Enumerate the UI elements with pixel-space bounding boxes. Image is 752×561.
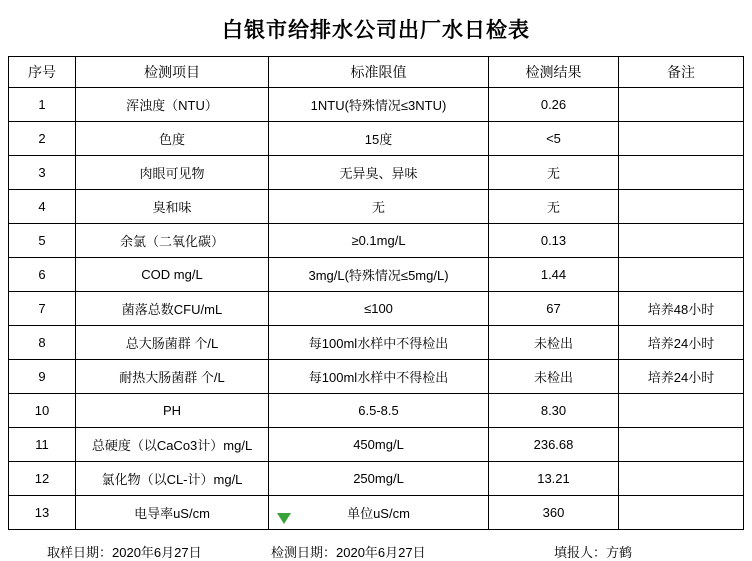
- cell-limit: 每100ml水样中不得检出: [269, 326, 489, 360]
- cell-result: 8.30: [489, 394, 619, 428]
- table-row: [9, 156, 744, 190]
- cell-item: 耐热大肠菌群 个/L: [76, 360, 269, 394]
- cell-no: 8: [9, 326, 76, 360]
- table-header: [9, 57, 744, 88]
- cell-result: 236.68: [489, 428, 619, 462]
- table-row: [9, 292, 744, 326]
- table-row: [9, 122, 744, 156]
- table-row: [9, 360, 744, 394]
- cell-item: 色度: [76, 122, 269, 156]
- page-title: 白银市给排水公司出厂水日检表: [222, 18, 530, 42]
- cell-limit: 1NTU(特殊情况≤3NTU): [269, 88, 489, 122]
- table-row: [9, 224, 744, 258]
- column-header-limit: 标准限值: [269, 57, 489, 88]
- cell-limit: ≥0.1mg/L: [269, 224, 489, 258]
- cell-no: 11: [9, 428, 76, 462]
- cell-limit: 单位uS/cm: [269, 496, 489, 530]
- table-row: [9, 190, 744, 224]
- table-row: [9, 258, 744, 292]
- cell-remark: [619, 394, 744, 428]
- column-header-result: 检测结果: [489, 57, 619, 88]
- sampling-date: 取样日期：2020年6月27日: [47, 545, 202, 560]
- cell-limit: 6.5-8.5: [269, 394, 489, 428]
- table-row: [9, 326, 744, 360]
- reporter: 填报人：方鹤: [554, 545, 633, 560]
- cell-remark: 培养48小时: [619, 292, 744, 326]
- cell-remark: 培养24小时: [619, 326, 744, 360]
- cell-remark: [619, 224, 744, 258]
- cell-no: 7: [9, 292, 76, 326]
- test-date: 检测日期：2020年6月27日: [271, 545, 426, 560]
- cell-limit: 15度: [269, 122, 489, 156]
- column-header-remark: 备注: [619, 57, 744, 88]
- column-header-item: 检测项目: [76, 57, 269, 88]
- cell-item: PH: [76, 394, 269, 428]
- table-row: [9, 428, 744, 462]
- cell-result: 无: [489, 156, 619, 190]
- cell-limit: 无: [269, 190, 489, 224]
- cell-no: 2: [9, 122, 76, 156]
- cell-remark: [619, 496, 744, 530]
- cell-no: 9: [9, 360, 76, 394]
- cell-no: 6: [9, 258, 76, 292]
- cell-item: 电导率uS/cm: [76, 496, 269, 530]
- cell-no: 10: [9, 394, 76, 428]
- cell-no: 4: [9, 190, 76, 224]
- cell-no: 1: [9, 88, 76, 122]
- cell-remark: [619, 258, 744, 292]
- cell-remark: [619, 462, 744, 496]
- water-quality-table: [8, 56, 744, 530]
- column-header-no: 序号: [9, 57, 76, 88]
- cell-limit: 无异臭、异味: [269, 156, 489, 190]
- cell-remark: [619, 122, 744, 156]
- cell-remark: [619, 156, 744, 190]
- cell-item: 氯化物（以CL-计）mg/L: [76, 462, 269, 496]
- cell-remark: [619, 428, 744, 462]
- cell-result: 0.26: [489, 88, 619, 122]
- cell-item: 余氯（二氧化碳）: [76, 224, 269, 258]
- cell-result: 未检出: [489, 326, 619, 360]
- cell-item: 肉眼可见物: [76, 156, 269, 190]
- cell-limit: 450mg/L: [269, 428, 489, 462]
- cell-result: 未检出: [489, 360, 619, 394]
- table-body: [9, 88, 744, 530]
- cell-remark: 培养24小时: [619, 360, 744, 394]
- footer: [21, 530, 731, 561]
- cell-result: 360: [489, 496, 619, 530]
- cell-no: 13: [9, 496, 76, 530]
- cell-limit: ≤100: [269, 292, 489, 326]
- table-header-row: [9, 57, 744, 88]
- cursor-marker-icon: [277, 513, 291, 524]
- cell-result: 0.13: [489, 224, 619, 258]
- cell-result: <5: [489, 122, 619, 156]
- cell-result: 1.44: [489, 258, 619, 292]
- cell-no: 12: [9, 462, 76, 496]
- cell-item: COD mg/L: [76, 258, 269, 292]
- cell-item: 总硬度（以CaCo3计）mg/L: [76, 428, 269, 462]
- cell-item: 臭和味: [76, 190, 269, 224]
- cell-item: 总大肠菌群 个/L: [76, 326, 269, 360]
- table-row: [9, 496, 744, 530]
- cell-item: 浑浊度（NTU）: [76, 88, 269, 122]
- cell-remark: [619, 190, 744, 224]
- cell-result: 无: [489, 190, 619, 224]
- table-row: [9, 462, 744, 496]
- cell-result: 13.21: [489, 462, 619, 496]
- cell-no: 5: [9, 224, 76, 258]
- cell-limit: 250mg/L: [269, 462, 489, 496]
- table-row: [9, 394, 744, 428]
- cell-remark: [619, 88, 744, 122]
- cell-no: 3: [9, 156, 76, 190]
- cell-item: 菌落总数CFU/mL: [76, 292, 269, 326]
- cell-limit: 每100ml水样中不得检出: [269, 360, 489, 394]
- table-row: [9, 88, 744, 122]
- cell-limit: 3mg/L(特殊情况≤5mg/L): [269, 258, 489, 292]
- cell-result: 67: [489, 292, 619, 326]
